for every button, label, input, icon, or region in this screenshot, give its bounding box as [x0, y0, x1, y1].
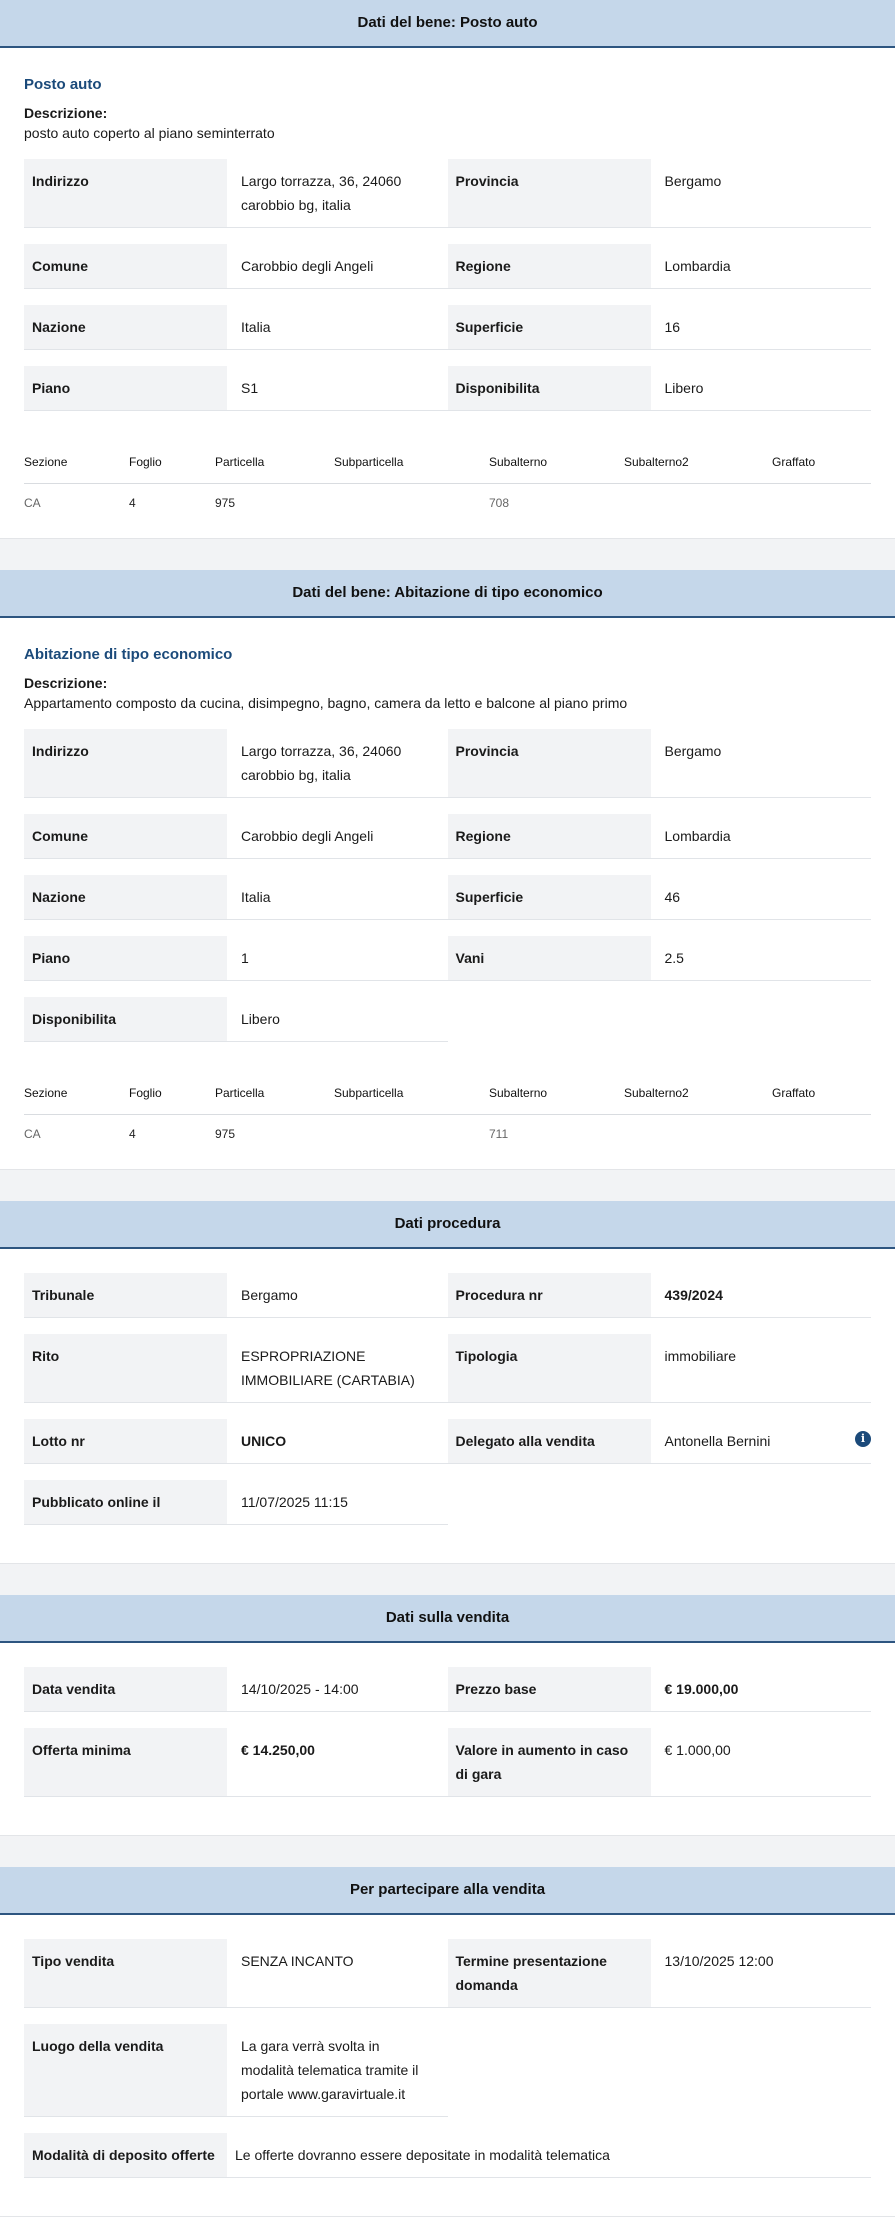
cell [624, 1115, 772, 1148]
bene-title: Posto auto [24, 76, 102, 93]
field-indirizzo: Indirizzo Largo torrazza, 36, 24060 carobbio bg, italia [24, 159, 448, 228]
cell [334, 1115, 489, 1148]
panel-header: Dati del bene: Abitazione di tipo economico [0, 570, 895, 618]
col-header: Particella [215, 1078, 334, 1115]
field-regione: Regione Lombardia [448, 814, 872, 859]
field-delegato: Delegato alla vendita Antonella Bernini i [448, 1419, 872, 1464]
cell: CA [24, 496, 41, 510]
field-nazione: Nazione Italia [24, 875, 448, 920]
cell [772, 1115, 871, 1148]
cell: 975 [215, 496, 236, 510]
col-header: Subalterno2 [624, 447, 772, 484]
catasto-table [24, 1078, 871, 1147]
field-nazione: Nazione Italia [24, 305, 448, 350]
field-comune: Comune Carobbio degli Angeli [24, 814, 448, 859]
panel-dati-procedura [0, 1201, 895, 1564]
field-provincia: Provincia Bergamo [448, 159, 872, 228]
field-superficie: Superficie 16 [448, 305, 872, 350]
field-tipo-vendita: Tipo vendita SENZA INCANTO [24, 1939, 448, 2008]
table-row [24, 1115, 871, 1148]
field-superficie: Superficie 46 [448, 875, 872, 920]
field-vani: Vani 2.5 [448, 936, 872, 981]
col-header: Subalterno [489, 1078, 624, 1115]
panel-header: Dati procedura [0, 1201, 895, 1249]
field-tipologia: Tipologia immobiliare [448, 1334, 872, 1403]
field-indirizzo: Indirizzo Largo torrazza, 36, 24060 carobbio bg, italia [24, 729, 448, 798]
cell: 4 [129, 1127, 136, 1141]
field-piano: Piano 1 [24, 936, 448, 981]
catasto-table [24, 447, 871, 516]
cell [334, 484, 489, 517]
col-header: Foglio [129, 1078, 215, 1115]
cell: 708 [489, 496, 510, 510]
col-header: Sezione [24, 1078, 129, 1115]
description-text: Appartamento composto da cucina, disimpegno, bagno, camera da letto e balcone al piano primo [24, 695, 628, 711]
field-data-vendita: Data vendita 14/10/2025 - 14:00 [24, 1667, 448, 1712]
field-lotto: Lotto nr UNICO [24, 1419, 448, 1464]
cell [624, 484, 772, 517]
panel-partecipare [0, 1867, 895, 2217]
cell: CA [24, 1127, 41, 1141]
cell [772, 484, 871, 517]
delegato-name: Antonella Bernini [664, 1433, 771, 1449]
info-icon[interactable]: i [855, 1431, 871, 1447]
col-header: Foglio [129, 447, 215, 484]
description-text: posto auto coperto al piano seminterrato [24, 125, 275, 141]
panel-header: Per partecipare alla vendita [0, 1867, 895, 1915]
bene-title: Abitazione di tipo economico [24, 646, 233, 663]
field-disponibilita: Disponibilita Libero [448, 366, 872, 411]
field-tribunale: Tribunale Bergamo [24, 1273, 448, 1318]
field-comune: Comune Carobbio degli Angeli [24, 244, 448, 289]
col-header: Subalterno [489, 447, 624, 484]
cell: 711 [489, 1127, 509, 1141]
field-offerta-minima: Offerta minima € 14.250,00 [24, 1728, 448, 1797]
field-prezzo-base: Prezzo base € 19.000,00 [448, 1667, 872, 1712]
col-header: Graffato [772, 447, 871, 484]
field-valore-aumento: Valore in aumento in caso di gara € 1.000,00 [448, 1728, 872, 1797]
field-regione: Regione Lombardia [448, 244, 872, 289]
panel-abitazione [0, 570, 895, 1170]
panel-dati-vendita [0, 1595, 895, 1836]
col-header: Particella [215, 447, 334, 484]
field-piano: Piano S1 [24, 366, 448, 411]
field-termine: Termine presentazione domanda 13/10/2025 12:00 [448, 1939, 872, 2008]
field-rito: Rito ESPROPRIAZIONE IMMOBILIARE (CARTABIA) [24, 1334, 448, 1403]
description-label: Descrizione: [24, 105, 108, 121]
field-luogo: Luogo della vendita La gara verrà svolta in modalità telematica tramite il portale www.garavirtuale.it [24, 2024, 448, 2117]
col-header: Sezione [24, 447, 129, 484]
panel-header: Dati del bene: Posto auto [0, 0, 895, 48]
col-header: Subparticella [334, 447, 489, 484]
description-label: Descrizione: [24, 675, 108, 691]
field-procedura: Procedura nr 439/2024 [448, 1273, 872, 1318]
col-header: Subparticella [334, 1078, 489, 1115]
field-disponibilita: Disponibilita Libero [24, 997, 448, 1042]
panel-posto-auto [0, 0, 895, 539]
col-header: Graffato [772, 1078, 871, 1115]
cell: 4 [129, 496, 136, 510]
col-header: Subalterno2 [624, 1078, 772, 1115]
field-pubblicato: Pubblicato online il 11/07/2025 11:15 [24, 1480, 448, 1525]
table-row [24, 484, 871, 517]
field-provincia: Provincia Bergamo [448, 729, 872, 798]
field-modalita-deposito: Modalità di deposito offerte Le offerte dovranno essere depositate in modalità telematica [24, 2133, 871, 2178]
cell: 975 [215, 1127, 236, 1141]
panel-header: Dati sulla vendita [0, 1595, 895, 1643]
